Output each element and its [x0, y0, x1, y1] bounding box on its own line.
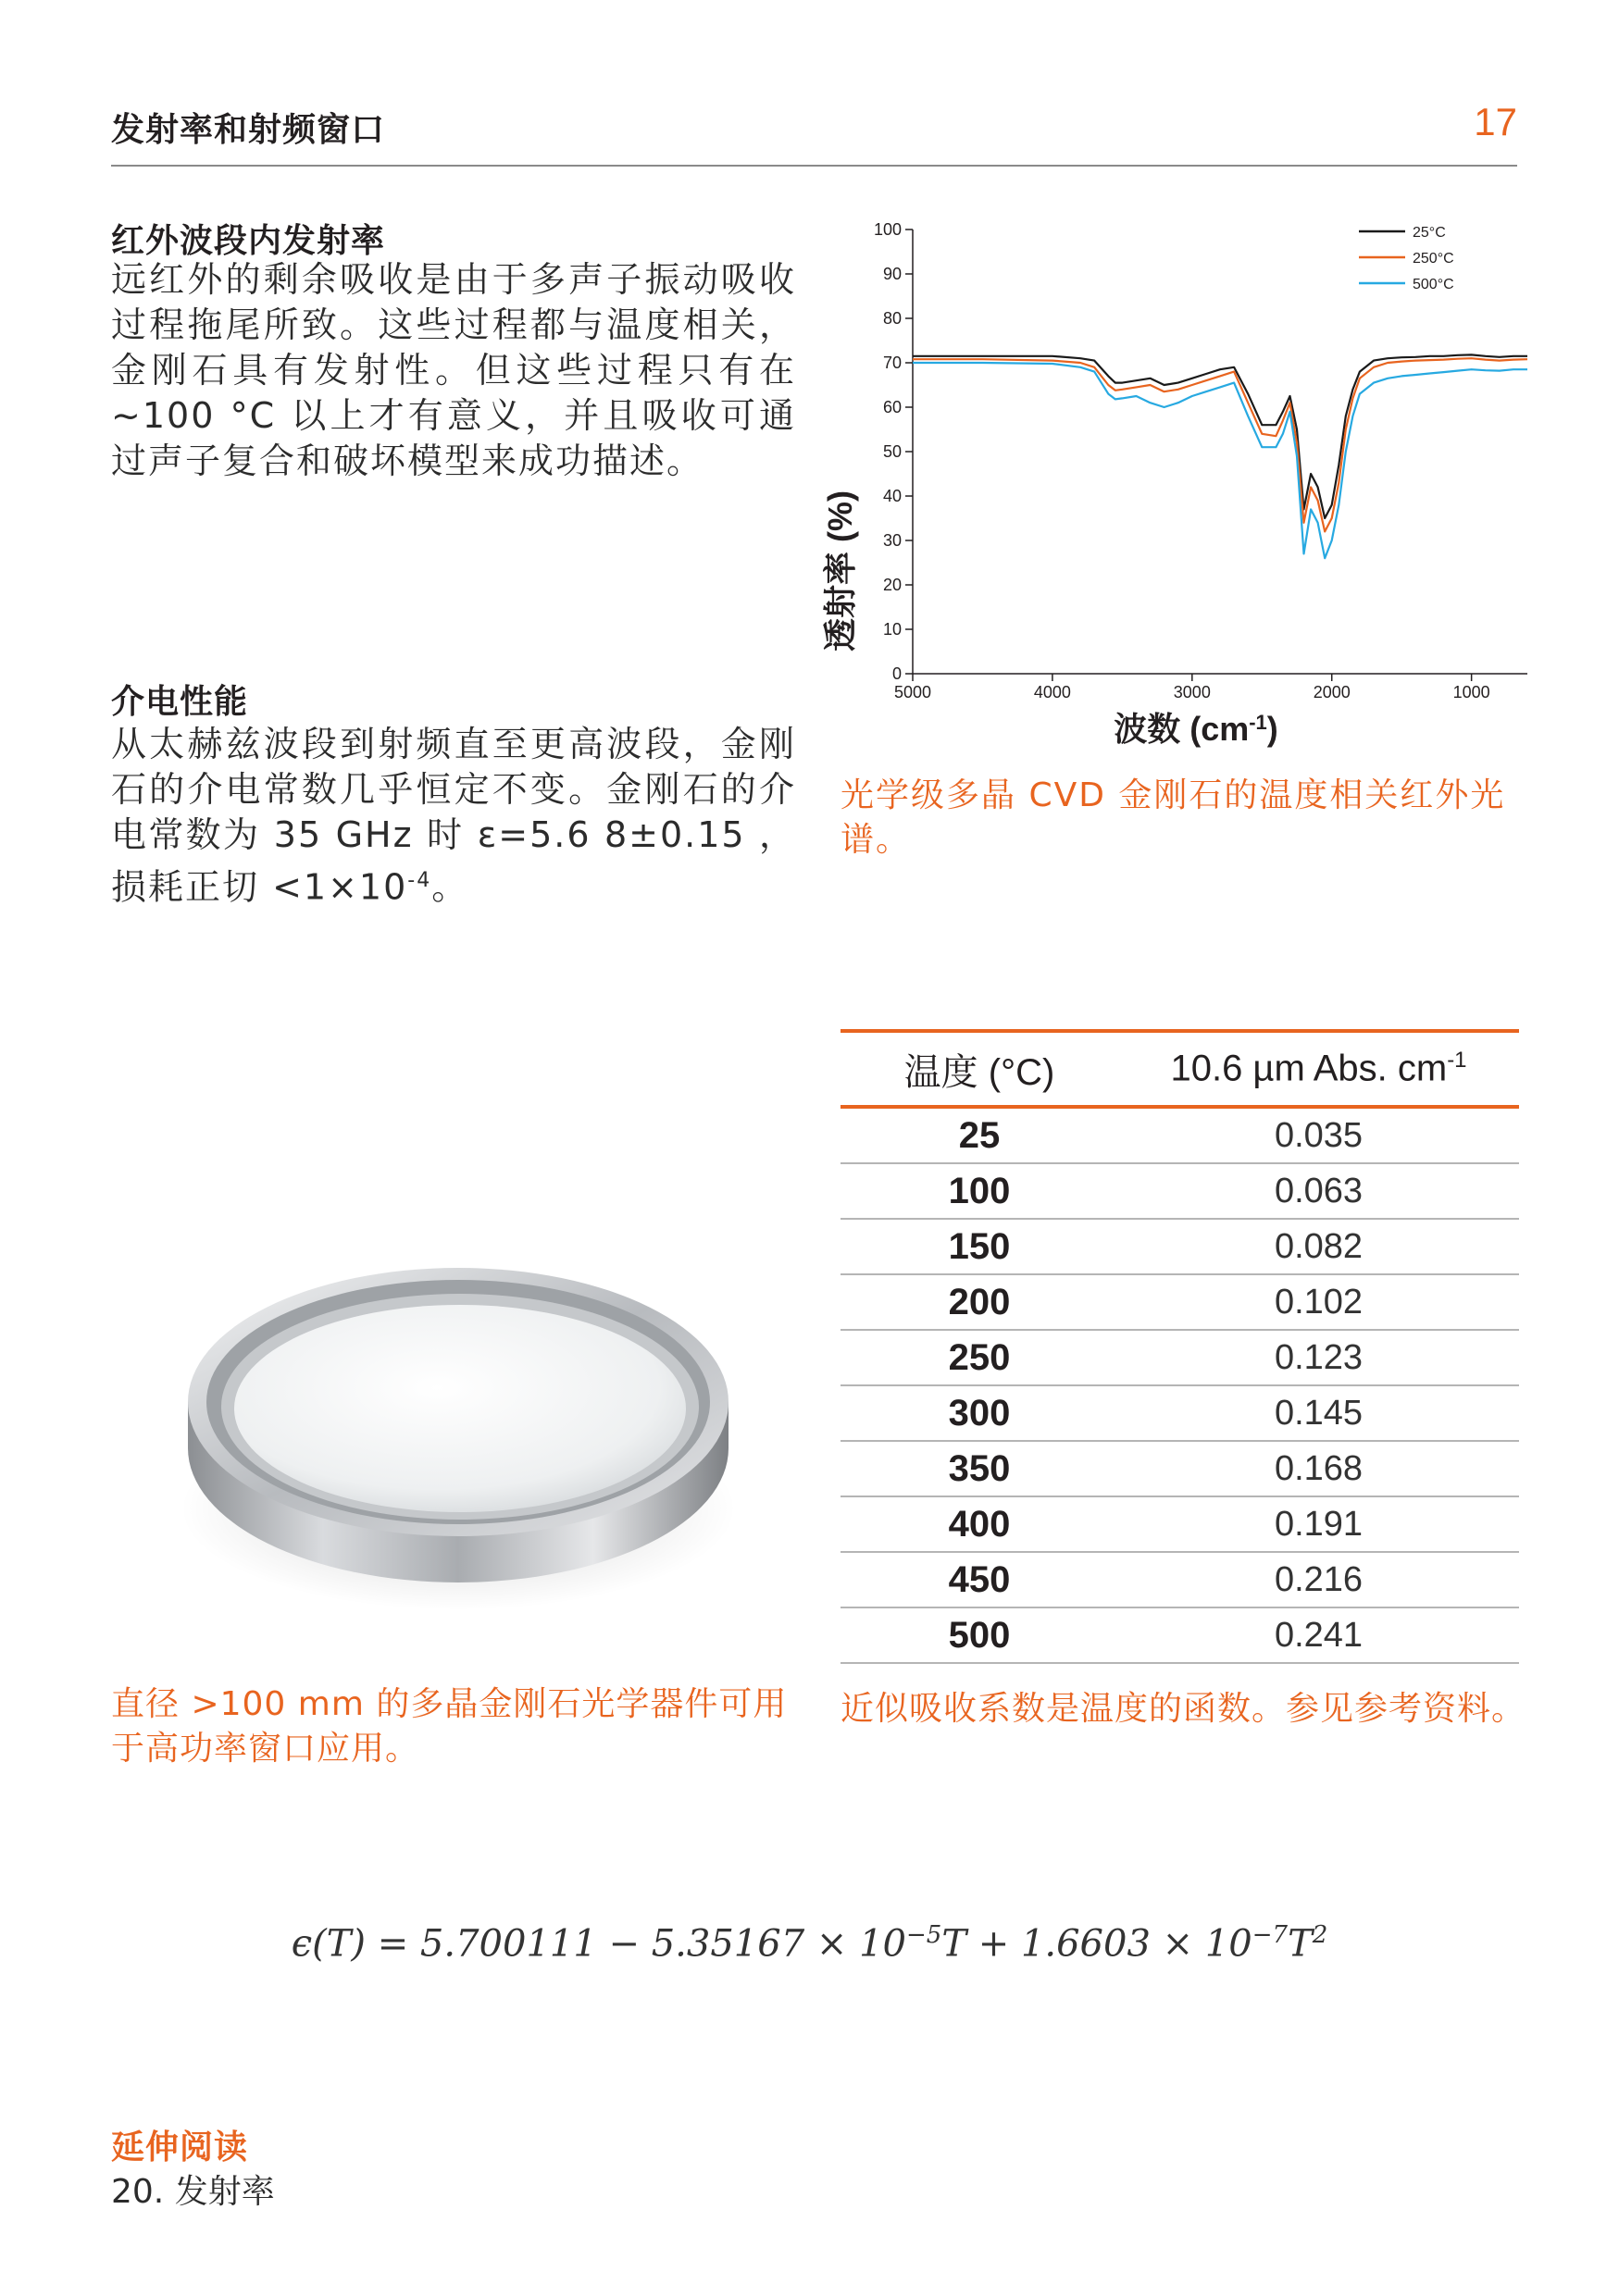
page-number: 17	[1474, 100, 1517, 143]
absorption-header-sup: -1	[1447, 1048, 1467, 1074]
absorption-cell: 0.168	[1118, 1441, 1519, 1496]
image-caption: 直径 >100 mm 的多晶金刚石光学器件可用于高功率窗口应用。	[111, 1685, 788, 1768]
infrared-heading: 红外波段内发射率	[111, 222, 386, 260]
absorption-header-text: 10.6 µm Abs. cm	[1170, 1048, 1448, 1089]
temperature-cell: 350	[841, 1441, 1118, 1496]
emissivity-formula	[0, 1921, 1619, 1965]
absorption-cell: 0.216	[1118, 1552, 1519, 1607]
x-axis-label-end: )	[1266, 710, 1278, 748]
table-row	[841, 1107, 1519, 1163]
y-tick-label: 20	[882, 576, 902, 594]
formula-exp-2: −7	[1252, 1921, 1289, 1949]
temperature-cell: 450	[841, 1552, 1118, 1607]
table-row	[841, 1385, 1519, 1441]
absorption-header	[1118, 1031, 1519, 1107]
y-ticks	[874, 220, 913, 683]
y-tick-label: 90	[882, 265, 902, 283]
table-row	[841, 1330, 1519, 1385]
page-title: 发射率和射频窗口	[111, 111, 386, 149]
y-tick-label: 10	[882, 620, 902, 639]
header-divider	[111, 165, 1517, 167]
x-axis-label-sup: -1	[1249, 711, 1267, 734]
temperature-header: 温度 (°C)	[841, 1031, 1118, 1107]
formula-exp-3: 2	[1312, 1921, 1328, 1949]
absorption-cell: 0.191	[1118, 1496, 1519, 1552]
absorption-cell: 0.241	[1118, 1607, 1519, 1663]
legend-label: 250°C	[1413, 251, 1454, 267]
series-line	[913, 358, 1527, 531]
temperature-cell: 500	[841, 1607, 1118, 1663]
table-row	[841, 1219, 1519, 1274]
absorption-cell: 0.035	[1118, 1107, 1519, 1163]
absorption-table	[841, 1029, 1519, 1664]
series-line	[913, 363, 1527, 558]
table-row	[841, 1274, 1519, 1330]
y-axis-label: 透射率 (%)	[821, 490, 859, 652]
dielectric-paragraph	[111, 722, 796, 911]
y-tick-label: 0	[891, 664, 902, 683]
ir-spectrum-chart	[815, 204, 1527, 777]
formula-part-3: T	[1288, 1922, 1313, 1966]
table-header-row	[841, 1031, 1519, 1107]
dielectric-heading: 介电性能	[111, 683, 249, 721]
table-row	[841, 1163, 1519, 1219]
table-row	[841, 1607, 1519, 1663]
temperature-cell: 25	[841, 1107, 1118, 1163]
x-tick-label: 5000	[893, 683, 932, 701]
table-caption: 近似吸收系数是温度的函数。参见参考资料。	[841, 1690, 1526, 1728]
y-tick-label: 40	[882, 487, 902, 505]
y-tick-label: 50	[882, 442, 902, 461]
chart-axes	[913, 230, 1527, 674]
chart-series	[913, 354, 1527, 558]
x-tick-label: 3000	[1173, 683, 1211, 701]
x-axis-label-main: 波数 (cm	[1114, 710, 1250, 748]
x-tick-label: 1000	[1452, 683, 1490, 701]
y-tick-label: 100	[873, 220, 902, 239]
y-tick-label: 30	[882, 531, 902, 550]
absorption-cell: 0.123	[1118, 1330, 1519, 1385]
x-tick-label: 2000	[1313, 683, 1351, 701]
dielectric-text: 从太赫兹波段到射频直至更高波段，金刚石的介电常数几乎恒定不变。金刚石的介电常数为 35 GHz 时 ε=5.6 8±0.15 ，损耗正切 <1×10	[111, 724, 796, 908]
dielectric-exponent: -4	[407, 869, 432, 892]
y-tick-label: 80	[882, 309, 902, 328]
legend-label: 25°C	[1413, 225, 1446, 241]
temperature-cell: 100	[841, 1163, 1118, 1219]
absorption-cell: 0.082	[1118, 1219, 1519, 1274]
absorption-cell: 0.145	[1118, 1385, 1519, 1441]
dielectric-text-end: 。	[431, 866, 469, 908]
y-tick-label: 70	[882, 354, 902, 372]
further-reading-item: 20. 发射率	[111, 2173, 275, 2211]
temperature-cell: 200	[841, 1274, 1118, 1330]
series-line	[913, 354, 1527, 518]
chart-caption: 光学级多晶 CVD 金刚石的温度相关红外光谱。	[841, 776, 1506, 859]
table-row	[841, 1552, 1519, 1607]
x-tick-label: 4000	[1033, 683, 1071, 701]
table-row	[841, 1441, 1519, 1496]
formula-exp-1: −5	[905, 1921, 942, 1949]
temperature-cell: 250	[841, 1330, 1118, 1385]
chart-legend	[1359, 225, 1454, 292]
formula-part-1: ϵ(T) = 5.700111 − 5.35167 × 10	[291, 1922, 906, 1966]
absorption-cell: 0.063	[1118, 1163, 1519, 1219]
temperature-cell: 150	[841, 1219, 1118, 1274]
temperature-cell: 300	[841, 1385, 1118, 1441]
absorption-cell: 0.102	[1118, 1274, 1519, 1330]
table-body	[841, 1107, 1519, 1663]
further-reading-heading: 延伸阅读	[111, 2128, 249, 2166]
x-ticks	[894, 674, 1490, 701]
x-axis-label	[1114, 710, 1278, 748]
temperature-cell: 400	[841, 1496, 1118, 1552]
infrared-paragraph: 远红外的剩余吸收是由于多声子振动吸收过程拖尾所致。这些过程都与温度相关，金刚石具有发射性。但这些过程只有在 ~100 °C 以上才有意义，并且吸收可通过声子复合和破坏模型来成功描述。	[111, 259, 796, 481]
legend-label: 500°C	[1413, 277, 1454, 292]
y-tick-label: 60	[882, 398, 902, 416]
diamond-window-image	[181, 1231, 736, 1620]
formula-part-2: T + 1.6603 × 10	[941, 1922, 1252, 1966]
table-row	[841, 1496, 1519, 1552]
